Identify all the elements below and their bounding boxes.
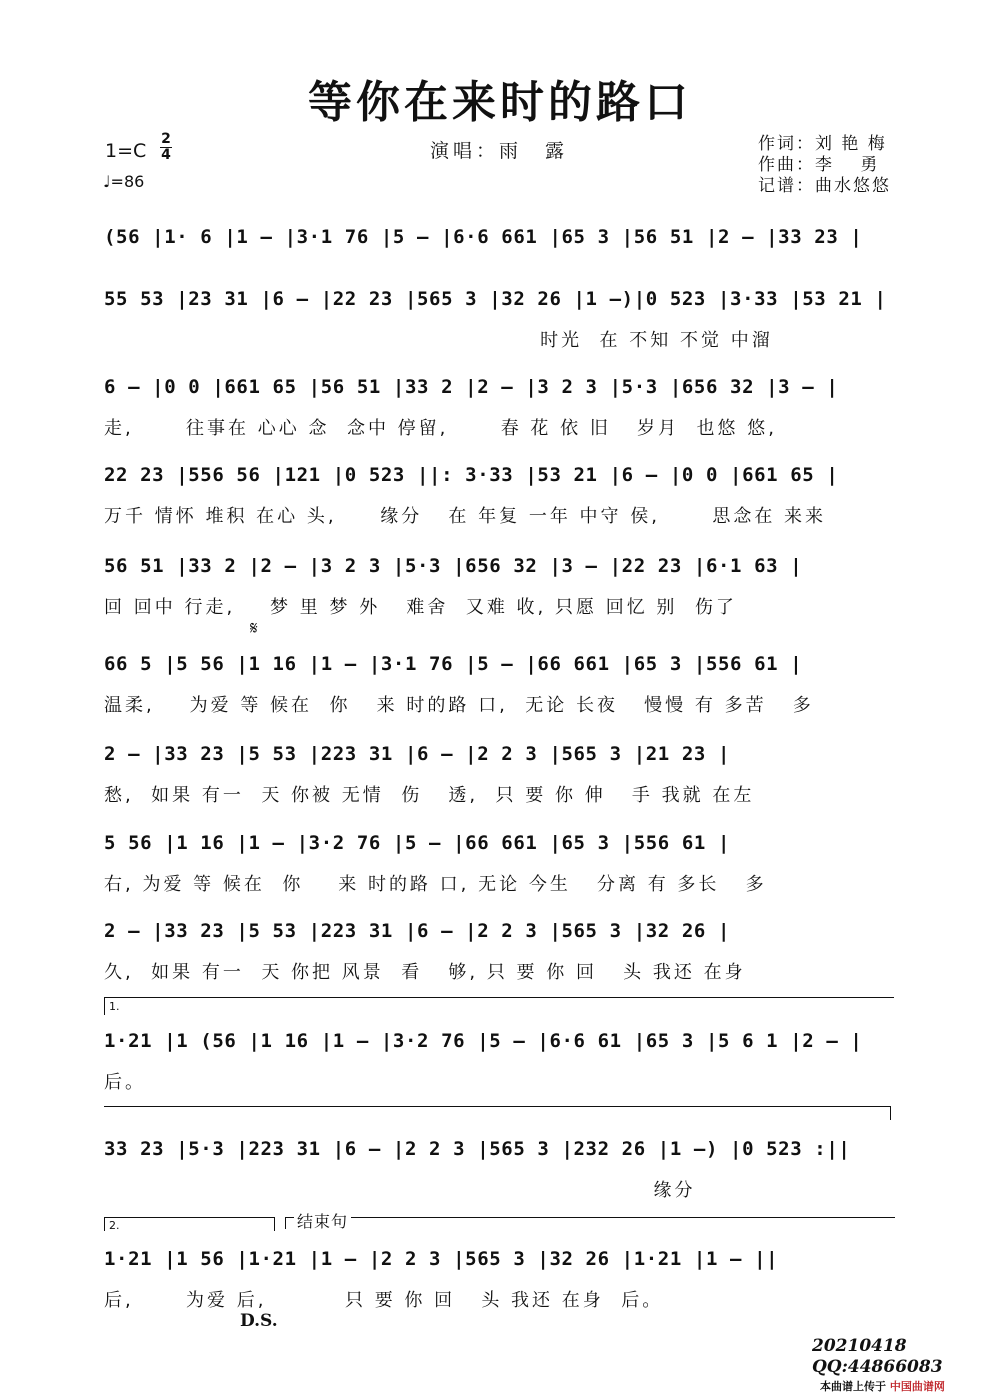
site-logo-text: 中国曲谱网 bbox=[889, 1380, 945, 1393]
volta-1-left bbox=[104, 997, 105, 1015]
score-line-8: 5 56 |1 16 |1 – |3·2 76 |5 – |66 661 |65 3 |556 61 | bbox=[104, 832, 731, 854]
qq-contact: QQ:44866083 bbox=[812, 1357, 943, 1377]
ending-label: 结束句 bbox=[294, 1209, 351, 1232]
segno-sign: 𝄋 bbox=[250, 618, 258, 639]
lyric-line-9: 久, 如果 有一 天 你把 风景 看 够, 只 要 你 回 头 我还 在身 bbox=[104, 962, 746, 983]
score-line-3: 6 – |0 0 |661 65 |56 51 |33 2 |2 – |3 2 3 |5·3 |656 32 |3 – | bbox=[104, 376, 839, 398]
volta-1-label: 1. bbox=[109, 1000, 120, 1013]
credits-block bbox=[758, 134, 891, 197]
ending-bracket bbox=[285, 1217, 895, 1218]
lyric-line-5: 回 回中 行走, 梦 里 梦 外 难舍 又难 收, 只愿 回忆 别 伤了 bbox=[104, 597, 737, 618]
upload-text: 本曲谱上传于 bbox=[820, 1380, 886, 1393]
score-line-10: 1·21 |1 (56 |1 16 |1 – |3·2 76 |5 – |6·6 61 |65 3 |5 6 1 |2 – | bbox=[104, 1030, 863, 1052]
singer-credit: 演唱：雨 露 bbox=[430, 140, 569, 162]
upload-note bbox=[820, 1378, 945, 1394]
lyric-line-11: 缘分 bbox=[104, 1180, 696, 1201]
score-line-11: 33 23 |5·3 |223 31 |6 – |2 2 3 |565 3 |232 26 |1 –) |0 523 :|| bbox=[104, 1138, 851, 1160]
score-line-7: 2 – |33 23 |5 53 |223 31 |6 – |2 2 3 |565 3 |21 23 | bbox=[104, 743, 731, 765]
volta-2-right bbox=[274, 1217, 275, 1231]
volta-2-left bbox=[104, 1217, 105, 1231]
volta-1-right bbox=[890, 1106, 891, 1120]
dal-segno-marking: D.S. bbox=[240, 1311, 278, 1331]
score-line-5: 56 51 |33 2 |2 – |3 2 3 |5·3 |656 32 |3 – |22 23 |6·1 63 | bbox=[104, 555, 803, 577]
score-line-12: 1·21 |1 56 |1·21 |1 – |2 2 3 |565 3 |32 26 |1·21 |1 – || bbox=[104, 1248, 779, 1270]
key-signature: 1=C bbox=[105, 140, 147, 162]
lyric-line-7: 愁, 如果 有一 天 你被 无情 伤 透, 只 要 你 伸 手 我就 在左 bbox=[104, 785, 755, 806]
score-line-6: 66 5 |5 56 |1 16 |1 – |3·1 76 |5 – |66 661 |65 3 |556 61 | bbox=[104, 653, 803, 675]
volta-1-continuation bbox=[104, 1106, 890, 1107]
score-line-2: 55 53 |23 31 |6 – |22 23 |565 3 |32 26 |1 –)|0 523 |3·33 |53 21 | bbox=[104, 288, 887, 310]
score-line-9: 2 – |33 23 |5 53 |223 31 |6 – |2 2 3 |565 3 |32 26 | bbox=[104, 920, 731, 942]
time-signature-top: 2 bbox=[161, 131, 171, 147]
time-signature bbox=[160, 132, 172, 163]
lyric-line-3: 走, 往事在 心心 念 念中 停留, 春 花 依 旧 岁月 也悠 悠, bbox=[104, 418, 777, 439]
lyric-line-10: 后。 bbox=[104, 1072, 146, 1093]
volta-2-label: 2. bbox=[109, 1219, 120, 1232]
lyricist-credit: 作词：刘 艳 梅 bbox=[758, 134, 887, 154]
song-title: 等你在来时的路口 bbox=[308, 77, 692, 128]
score-line-4: 22 23 |556 56 |121 |0 523 ||: 3·33 |53 21 |6 – |0 0 |661 65 | bbox=[104, 464, 839, 486]
transcriber-credit: 记谱：曲水悠悠 bbox=[758, 176, 891, 196]
transcription-date: 20210418 bbox=[812, 1336, 907, 1356]
lyric-line-8: 右, 为爱 等 候在 你 来 时的路 口, 无论 今生 分离 有 多长 多 bbox=[104, 874, 767, 895]
volta-2-bracket bbox=[104, 1217, 274, 1218]
lyric-line-4: 万千 情怀 堆积 在心 头, 缘分 在 年复 一年 中守 侯, 思念在 来来 bbox=[104, 506, 827, 527]
ending-bracket-left bbox=[285, 1217, 286, 1229]
score-line-1: (56 |1· 6 |1 – |3·1 76 |5 – |6·6 661 |65 3 |56 51 |2 – |33 23 | bbox=[104, 226, 863, 248]
volta-1-bracket bbox=[104, 997, 894, 998]
time-signature-bottom: 4 bbox=[161, 147, 171, 163]
lyric-line-2: 时光 在 不知 不觉 中溜 bbox=[104, 330, 773, 351]
lyric-line-6: 温柔, 为爱 等 候在 你 来 时的路 口, 无论 长夜 慢慢 有 多苦 多 bbox=[104, 695, 814, 716]
composer-credit: 作曲：李 勇 bbox=[758, 155, 880, 175]
lyric-line-12: 后, 为爱 后, 只 要 你 回 头 我还 在身 后。 bbox=[104, 1290, 664, 1311]
tempo-marking: ♩=86 bbox=[103, 172, 145, 191]
